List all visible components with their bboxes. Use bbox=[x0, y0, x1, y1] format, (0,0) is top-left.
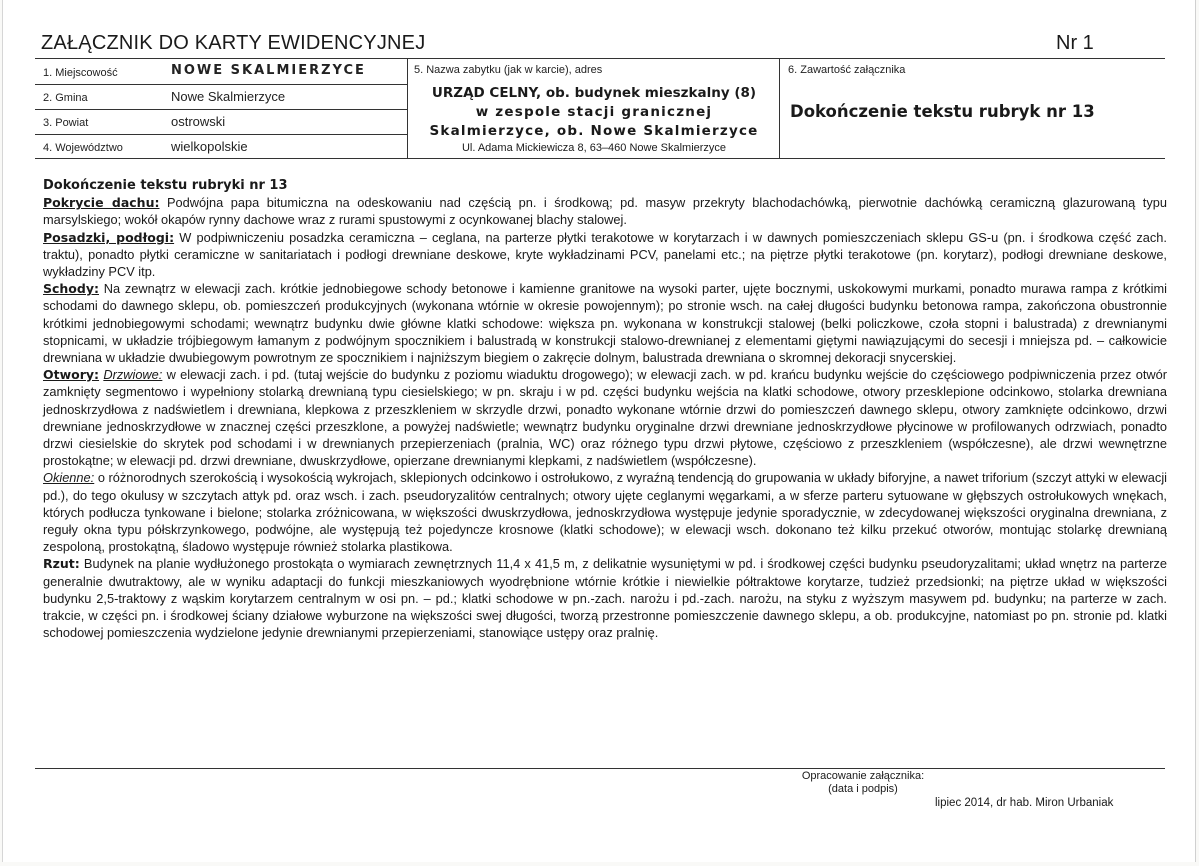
monument-name-line-1: URZĄD CELNY, ob. budynek mieszkalny (8) bbox=[431, 85, 757, 101]
text-schody: Na zewnątrz w elewacji zach. krótkie jednobiegowe schody betonowe i kamienne granitowe na wysoki parter, ujęte bocznymi, uskokowymi murkami, ponadto murawa rampa z krótkimi schodami do dawnego sklepu, ob. pomieszczeń produkcyjnych (wykonana wtórnie w okresie powojennym); po stronie wsch. na całej długości budynku betonowa rampa, zakończona obustronnie krótkimi jednobiegowymi schodami; wewnątrz budynku dwie główne klatki schodowe: większa pn. wykonana w konstrukcji stalowej (belki policzkowe, czoła stopni i balustrada) z drewnianymi stopnicami, w układzie trójbiegowym łamanym z podwójnym spocznikiem i balustradą w konstrukcji stalowo-drewnianej z elementami giętymi nawiązującymi do secesji i mniejsza pd. – całkowicie drewniana w układzie dwubiegowym powrotnym ze spocznikiem i najniższym biegiem o zakręcie dolnym, balustrada drewniana o skromnej dekoracji snycerskiej. bbox=[43, 281, 1167, 366]
wojewodztwo-value: wielkopolskie bbox=[171, 139, 248, 154]
term-rzut: Rzut: bbox=[43, 556, 80, 572]
text-pokrycie: Podwójna papa bitumiczna na odeskowaniu nad częścią pn. i środkową; pd. masyw przekryty blachodachówką, pierwotnie dachówką ceramiczną glazurowaną typu marsylskiego; wokół okapów rynny dachowe wraz z rurami spustowymi z ocynkowanej blachy stalowej. bbox=[43, 195, 1167, 228]
text-okienne: o różnorodnych szerokością i wysokością wykrojach, sklepionych odcinkowo i ostrołukowo, z wyraźną tendencją do grupowania w układy biforyjne, a nawet triforium (szczyt attyki w elewacji pd.), do tego okulusy w szczytach attyk pd. oraz wsch. i zach. pseudoryzalitów centralnych; otwory ujęte ceglanymi węgarkami, a w sferze parteru sytuowane w głębszych ostrołukowych wnękach, których podłucza tynkowane i bielone; stolarka zróżnicowana, w większości dwuskrzydłowa, jednoskrzydłowa występuje jedynie sporadycznie, w zdecydowanej większości oryginalna drewniana, z reguły okna typu półskrzynkowego, podwójne, ale występują też pojedyncze krosnowe (klatki schodowe); w elewacji wsch. dokonano też kilku przekuć otworów, montując stolarkę drewnianą zespoloną, prostokątną, śladowo występuje również stolarka plastikowa. bbox=[43, 470, 1167, 555]
table-bottom-line bbox=[35, 158, 1165, 159]
term-pokrycie: Pokrycie dachu: bbox=[43, 195, 160, 211]
zawartosc-label: 6. Zawartość załącznika bbox=[788, 64, 906, 76]
text-posadzki: W podpiwniczeniu posadzka ceramiczna – ceglana, na parterze płytki terakotowe w korytarzach i w dawnych pomieszczeniach sklepu GS-u (pn. i środkowa część zach. traktu), ponadto płytki ceramiczne w sanitariatach i podłogi drewniane deskowe, kryte wykładzinami PCV, panelami etc.; na piętrze płytki terakotowe (pn. korytarz), podłogi drewniane deskowe, wykładziny PCV itp. bbox=[43, 229, 1167, 280]
monument-name-line-2: w zespole stacji granicznej bbox=[475, 104, 713, 120]
miejscowosc-value: NOWE SKALMIERZYCE bbox=[171, 63, 366, 78]
paragraph-posadzki bbox=[43, 229, 1167, 281]
monument-name-line-3: Skalmierzyce, ob. Nowe Skalmierzyce bbox=[429, 123, 759, 139]
paragraph-pokrycie bbox=[43, 194, 1167, 228]
column-divider-2 bbox=[779, 58, 780, 158]
powiat-label: 3. Powiat bbox=[43, 117, 89, 129]
row-line-2 bbox=[35, 109, 407, 110]
column-divider-1 bbox=[407, 58, 408, 158]
date-signature-label: (data i podpis) bbox=[828, 783, 898, 795]
term-drzwiowe: Drzwiowe: bbox=[103, 367, 163, 383]
section-heading: Dokończenie tekstu rubryki nr 13 bbox=[43, 178, 288, 193]
gmina-value: Nowe Skalmierzyce bbox=[171, 89, 286, 104]
term-okienne: Okienne: bbox=[43, 470, 95, 486]
row-line-3 bbox=[35, 134, 407, 135]
term-schody: Schody: bbox=[43, 281, 99, 297]
document-title: ZAŁĄCZNIK DO KARTY EWIDENCYJNEJ bbox=[41, 32, 426, 54]
attachment-number: Nr 1 bbox=[1056, 32, 1094, 54]
monument-name bbox=[411, 84, 777, 141]
date-author: lipiec 2014, dr hab. Miron Urbaniak bbox=[935, 797, 1114, 809]
body-text bbox=[43, 177, 1167, 641]
paragraph-otwory bbox=[43, 366, 1167, 469]
term-otwory: Otwory: bbox=[43, 367, 100, 383]
zabytek-label: 5. Nazwa zabytku (jak w karcie), adres bbox=[414, 64, 603, 76]
term-posadzki: Posadzki, podłogi: bbox=[43, 229, 175, 245]
footer-line bbox=[35, 768, 1165, 769]
document-page bbox=[2, 0, 1196, 862]
table-top-line bbox=[35, 58, 1165, 59]
gmina-label: 2. Gmina bbox=[43, 92, 88, 104]
wojewodztwo-label: 4. Województwo bbox=[43, 142, 123, 154]
zawartosc-value: Dokończenie tekstu rubryk nr 13 bbox=[790, 102, 1095, 121]
row-line-1 bbox=[35, 84, 407, 85]
powiat-value: ostrowski bbox=[171, 114, 226, 129]
paragraph-schody bbox=[43, 280, 1167, 366]
text-rzut: Budynek na planie wydłużonego prostokąta o wymiarach zewnętrznych 11,4 x 41,5 m, z delikatnie wysuniętymi w pd. i środkowej części budynku pseudoryzalitami; układ wnętrz na parterze generalnie dwutraktowy, ale w wyniku adaptacji do funkcji mieszkaniowych wyodrębnione wtórnie krótkie i niewielkie półtraktowe korytarze, tudzież przedsionki; na piętrze układ w większości budynku 2,5-traktowy z wąskim korytarzem centralnym w osi pn. – pd.; klatki schodowe w pn.-zach. narożu i pd.-zach. narożu, na styku z wyższym masywem pd. budynku; na parterze w zach. trakcie, w części pn. i środkowej ściany działowe wyburzone na większości swej długości, tworzą przestronne pomieszczenie dawnego sklepu, a ob. produkcyjne, natomiast po pn. stronie pd. klatki schodowej pomieszczenia wydzielone jedynie drewnianymi przepierzeniami, stanowiące ustępy oraz pralnię. bbox=[43, 556, 1167, 641]
prepared-label: Opracowanie załącznika: bbox=[801, 770, 925, 782]
text-drzwiowe: w elewacji zach. i pd. (tutaj wejście do budynku z poziomu wiaduktu drogowego); w elewacji zach. w pd. krańcu budynku wejście do częściowego podpiwniczenia przez otwór zamknięty segmentowo i wypełniony stolarką drewnianą typu ciesielskiego; w pn. skraju i w pd. części budynku wejścia na klatki schodowe, otwory przesklepione odcinkowo, stolarka drewniana jednoskrzydłowa z nadświetlem i drewniana, klepkowa z przeszkleniem w skrzydle drzwi, ponadto wykonane wtórnie drzwi do pomieszczeń dawnego sklepu, otwory zamknięte odcinkowo, drzwi drewniane jednoskrzydłowe w znacznej części przeszklone, a powyżej nadświetle; wewnątrz budynku oryginalne drzwi drewniane jednoskrzydłowe płycinowe w profilowanych odrzwiach, ponadto drzwi ciesielskie do skrytek pod schodami i w drewnianych przepierzeniach (pralnia, WC) oraz różnego typu drzwi płytowe, częściowo z przeszkleniem (współczesne), ale drzwi wewnętrzne prostokątne; w elewacji pd. drzwi drewniane, dwuskrzydłowe, opierzane drewnianymi klepkami, z nadświetlem (współczesne). bbox=[43, 367, 1168, 469]
miejscowosc-label: 1. Miejscowość bbox=[43, 67, 118, 79]
paragraph-rzut bbox=[43, 555, 1167, 641]
paragraph-okienne bbox=[43, 469, 1167, 555]
monument-address: Ul. Adama Mickiewicza 8, 63–460 Nowe Skalmierzyce bbox=[461, 142, 727, 154]
